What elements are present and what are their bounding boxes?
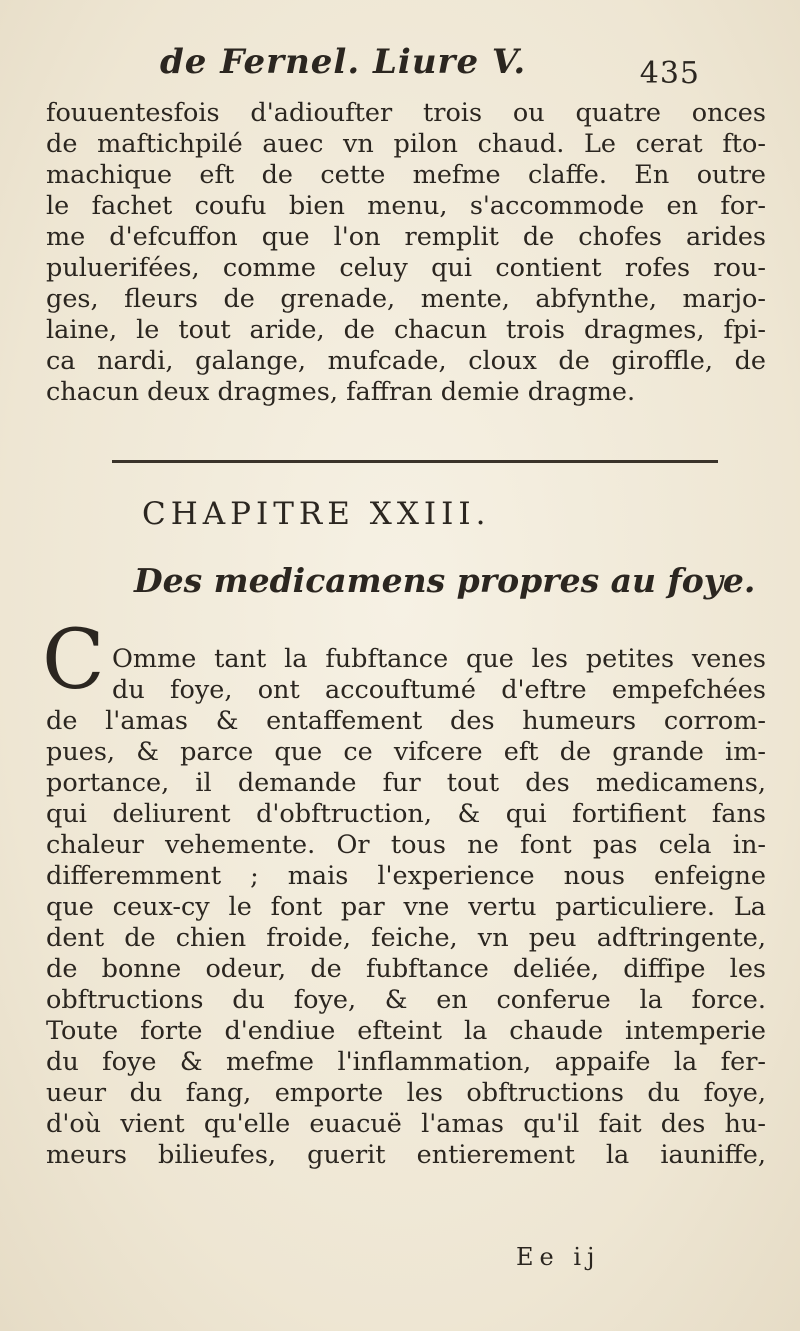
text-line: ca nardi, galange, mufcade, cloux de giroffle, de (46, 346, 766, 376)
text-line: Toute forte d'endiue efteint la chaude intemperie (46, 1016, 766, 1046)
text-line: ges, fleurs de grenade, mente, abfynthe, marjo- (46, 284, 766, 314)
signature-mark: Ee ij (516, 1243, 601, 1271)
text-line: me d'efcuffon que l'on remplit de chofes arides (46, 222, 766, 252)
text-line: laine, le tout aride, de chacun trois dragmes, fpi- (46, 315, 766, 345)
chapter-subtitle: Des medicamens propres au foye. (134, 561, 756, 600)
body-paragraph (46, 644, 766, 1171)
text-line: chaleur vehemente. Or tous ne font pas cela in- (46, 830, 766, 860)
text-line: fouuentesfois d'adioufter trois ou quatre onces (46, 98, 766, 128)
text-line: portance, il demande fur tout des medicamens, (46, 768, 766, 798)
text-line: Omme tant la fubftance que les petites venes (112, 644, 766, 674)
section-divider (112, 460, 718, 463)
text-line: que ceux-cy le font par vne vertu particuliere. La (46, 892, 766, 922)
text-line: de bonne odeur, de fubftance deliée, diffipe les (46, 954, 766, 984)
text-line: ueur du fang, emporte les obftructions du foye, (46, 1078, 766, 1108)
page-header (140, 42, 700, 92)
text-line: de l'amas & entaffement des humeurs corrom- (46, 706, 766, 736)
text-line: dent de chien froide, feiche, vn peu adftringente, (46, 923, 766, 953)
text-line: obftructions du foye, & en conferue la force. (46, 985, 766, 1015)
text-line: du foye & mefme l'inflammation, appaife la fer- (46, 1047, 766, 1077)
text-line: le fachet coufu bien menu, s'accommode en for- (46, 191, 766, 221)
page-number: 435 (639, 56, 700, 91)
text-line: differemment ; mais l'experience nous enfeigne (46, 861, 766, 891)
drop-cap: C (42, 613, 105, 708)
text-line: chacun deux dragmes, faffran demie dragme. (46, 377, 636, 407)
chapter-title: CHAPITRE XXIII. (142, 496, 491, 532)
text-line: machique eft de cette mefme claffe. En outre (46, 160, 766, 190)
text-line: de maftichpilé auec vn pilon chaud. Le cerat fto- (46, 129, 766, 159)
text-line: du foye, ont accouftumé d'eftre empefchées (112, 675, 766, 705)
text-line: pues, & parce que ce vifcere eft de grande im- (46, 737, 766, 767)
text-line: puluerifées, comme celuy qui contient rofes rou- (46, 253, 766, 283)
top-paragraph (46, 98, 766, 408)
running-head: de Fernel. Liure V. (160, 42, 527, 82)
text-line: meurs bilieufes, guerit entierement la iauniffe, (46, 1140, 766, 1170)
text-line: d'où vient qu'elle euacuë l'amas qu'il fait des hu- (46, 1109, 766, 1139)
text-line: qui deliurent d'obftruction, & qui fortifient fans (46, 799, 766, 829)
